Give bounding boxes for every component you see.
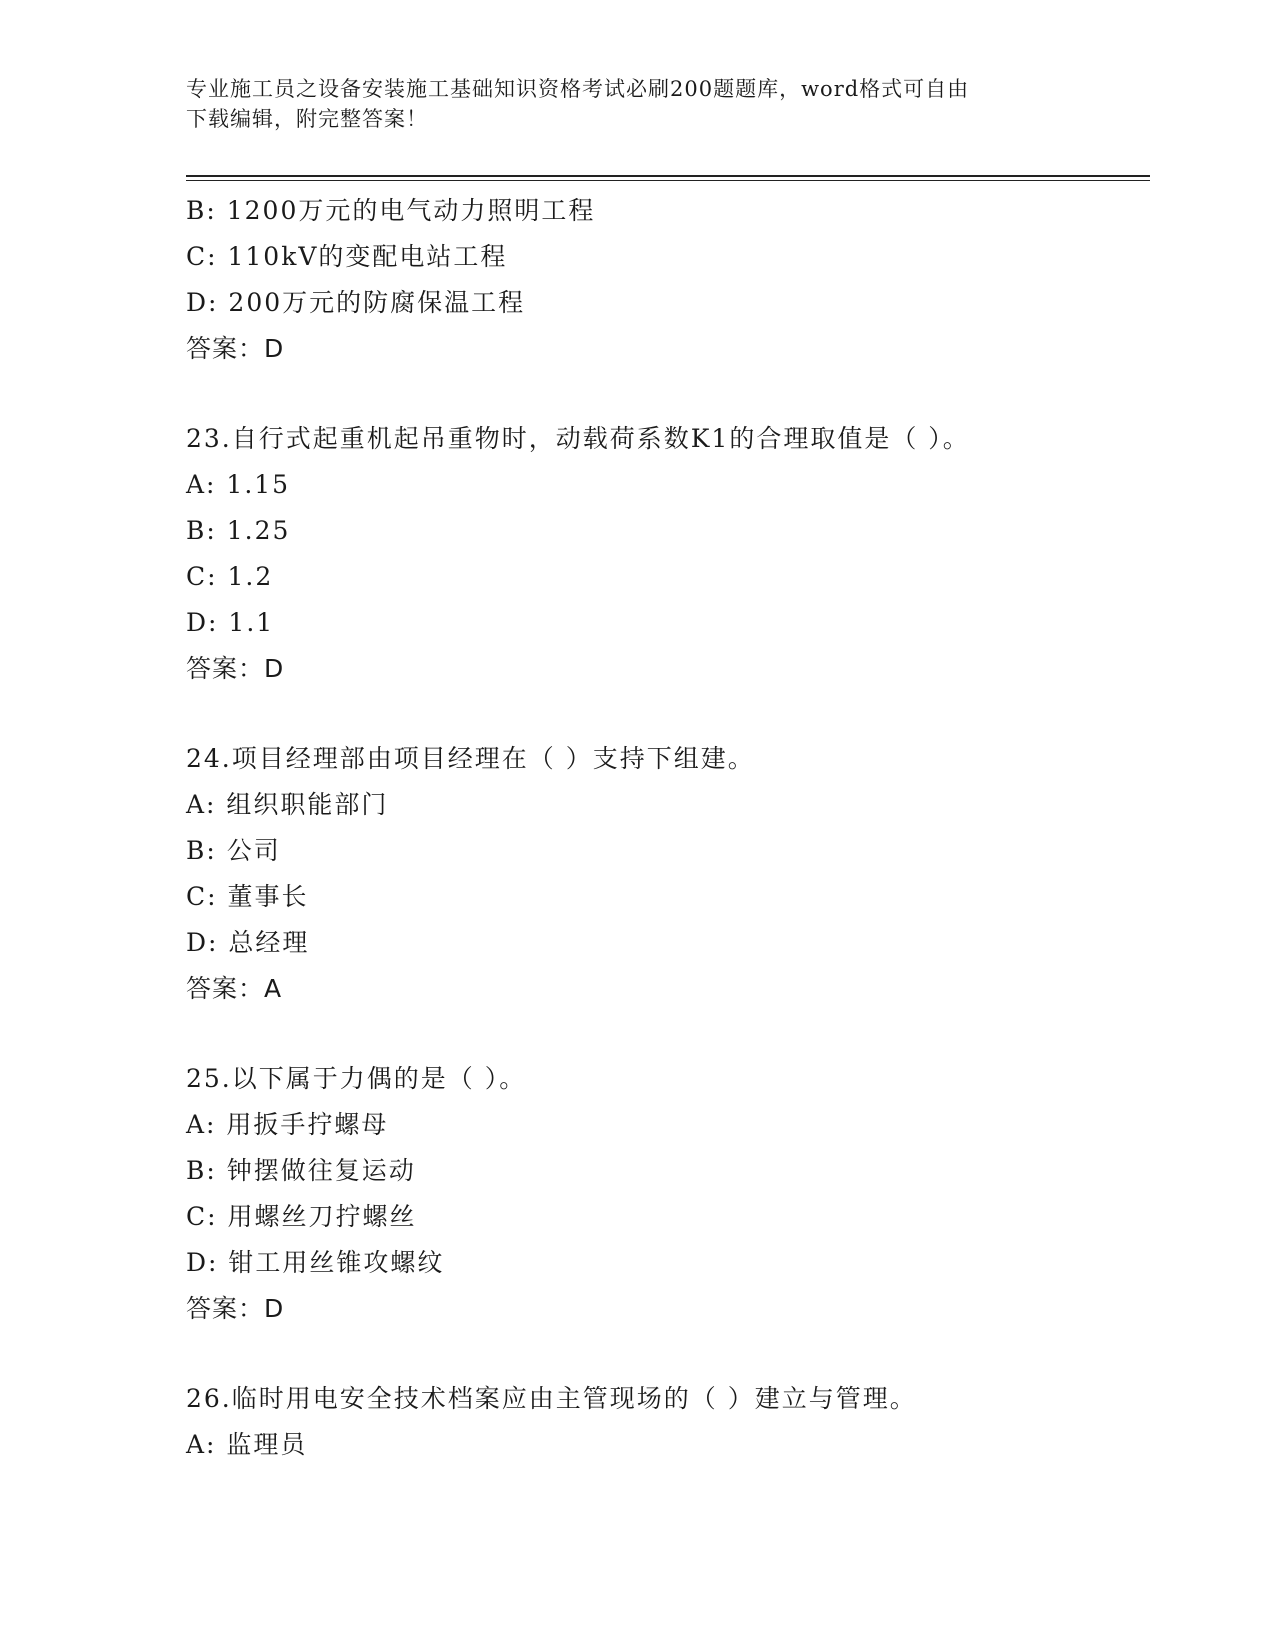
option-b: B: 公司 [186,836,281,865]
option-c: C: 用螺丝刀拧螺丝 [186,1202,417,1231]
option-d: D: 1.1 [186,608,275,637]
option-b: B: 1200万元的电气动力照明工程 [186,196,596,225]
answer: 答案：D [186,654,285,683]
question-stem: 25.以下属于力偶的是（ ）。 [186,1064,527,1093]
answer: 答案：D [186,334,285,363]
header-line-2: 下载编辑，附完整答案！ [186,107,428,131]
question-stem: 26.临时用电安全技术档案应由主管现场的（ ）建立与管理。 [186,1384,917,1413]
option-a: A: 1.15 [186,470,291,499]
answer: 答案：A [186,974,283,1003]
option-a: A: 监理员 [186,1430,308,1459]
option-a: A: 组织职能部门 [186,790,389,819]
answer: 答案：D [186,1294,285,1323]
document-body [186,188,1150,1468]
header-line-1: 专业施工员之设备安装施工基础知识资格考试必刷200题题库，word格式可自由 [186,77,970,101]
option-c: C: 110kV的变配电站工程 [186,242,508,271]
option-b: B: 钟摆做往复运动 [186,1156,416,1185]
header-rule-thin [186,180,1150,181]
question-22-continued [186,188,1150,372]
question-stem: 24.项目经理部由项目经理在（ ）支持下组建。 [186,744,755,773]
question-25 [186,1056,1150,1332]
option-d: D: 200万元的防腐保温工程 [186,288,526,317]
option-a: A: 用扳手拧螺母 [186,1110,389,1139]
question-26 [186,1376,1150,1468]
option-c: C: 董事长 [186,882,309,911]
header-rule-thick [186,175,1150,177]
question-stem: 23.自行式起重机起吊重物时，动载荷系数K1的合理取值是（ ）。 [186,424,970,453]
question-23 [186,416,1150,692]
option-c: C: 1.2 [186,562,274,591]
option-b: B: 1.25 [186,516,291,545]
question-24 [186,736,1150,1012]
document-header [186,74,1086,134]
option-d: D: 总经理 [186,928,310,957]
option-d: D: 钳工用丝锥攻螺纹 [186,1248,445,1277]
